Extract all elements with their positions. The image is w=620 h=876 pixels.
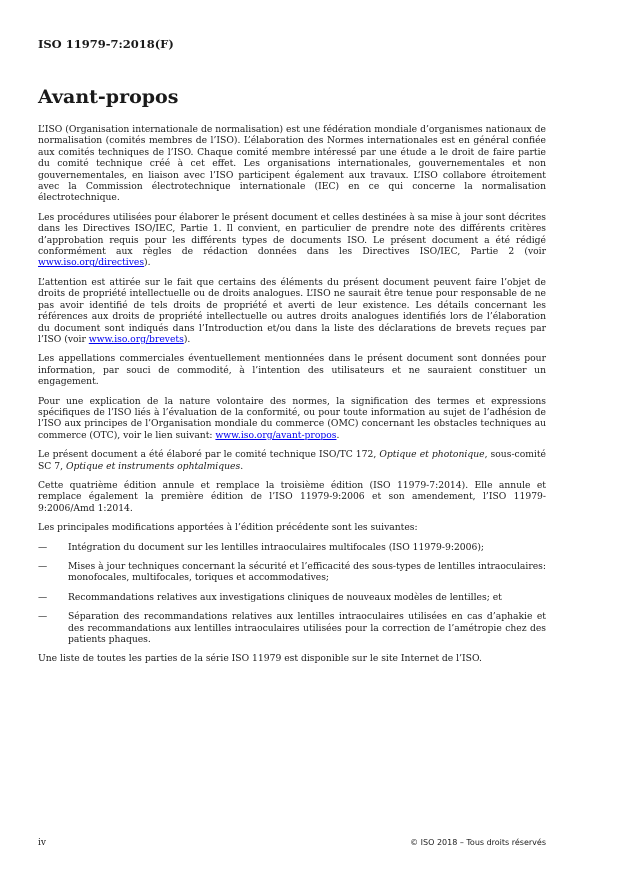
list-dash: —: [38, 591, 48, 603]
list-dash: —: [38, 541, 48, 553]
paragraph-edition: Cette quatrième édition annule et remplace la troisième édition (ISO 11979-7:2014). Elle annule et remplace également la première édition de l’ISO 11979-9:2006 et son amendement, l’ISO 11979-9:2006/Amd 1:2014.: [38, 479, 546, 514]
directives-link[interactable]: www.iso.org/directives: [38, 257, 145, 269]
page-title: Avant-propos: [38, 86, 179, 108]
list-item-text: Recommandations relatives aux investigations cliniques de nouveaux modèles de lentilles; et: [68, 591, 502, 603]
paragraph-committee-mid: , sous-comité SC 7,: [38, 449, 546, 472]
paragraph-iso-intro: L’ISO (Organisation internationale de normalisation) est une fédération mondiale d’organismes nationaux de normalisation (comités membres de l’ISO). L’élaboration des Normes internationales est en général confiée aux comités techniques de l’ISO. Chaque comité membre intéressé par une étude a le droit de faire partie du comité technique créé à cet effet. Les organisations internationales, gouvernementales et non gouvernementales, en liaison avec l’ISO participent également aux travaux. L’ISO collabore étroitement avec la Commission électrotechnique internationale (IEC) en ce qui concerne la normalisation électrotechnique.: [38, 124, 546, 204]
foreword-body: [38, 124, 546, 673]
paragraph-patents-end: ).: [183, 333, 191, 345]
copyright-notice: © ISO 2018 – Tous droits réservés: [410, 838, 546, 847]
list-item-text: Intégration du document sur les lentilles intraoculaires multifocales (ISO 11979-9:2006);: [68, 541, 485, 553]
patents-link[interactable]: www.iso.org/brevets: [88, 333, 184, 345]
paragraph-series: Une liste de toutes les parties de la série ISO 11979 est disponible sur le site Internet de l’ISO.: [38, 653, 482, 665]
paragraph-procedures: [38, 212, 546, 269]
list-item-text: Mises à jour techniques concernant la sécurité et l’efficacité des sous-types de lentilles intraoculaires: monofocales, multifocales, toriques et accommodatives;: [68, 561, 546, 584]
paragraph-patents-text: L’attention est attirée sur le fait que certains des éléments du présent document peuvent faire l’objet de droits de propriété intellectuelle ou de droits analogues. L’ISO ne saurait être tenue pour responsable de ne pas avoir identifié de tels droits de propriété et averti de leur existence. Les détails concernant les références aux droits de propriété intellectuelle ou autres droits analogues identifiés lors de l’élaboration du document sont indiqués dans l’Introduction et/ou dans la liste des déclarations de brevets reçues par l’ISO (voir: [38, 276, 546, 345]
paragraph-procedures-end: ).: [144, 257, 151, 269]
paragraph-voluntary: [38, 396, 546, 442]
paragraph-voluntary-end: .: [336, 429, 340, 441]
document-id: ISO 11979-7:2018(F): [38, 37, 174, 51]
list-dash: —: [38, 611, 48, 623]
paragraph-trade-names: Les appellations commerciales éventuellement mentionnées dans le présent document sont données pour information, par souci de commodité, à l’intention des utilisateurs et ne sauraient constituer un engagement.: [38, 353, 546, 388]
paragraph-procedures-text: Les procédures utilisées pour élaborer le présent document et celles destinées à sa mise à jour sont décrites dans les Directives ISO/IEC, Partie 1. Il convient, en particulier de prendre note des différents critères d’approbation requis pour les différents types de documents ISO. Le présent document a été rédigé conformément aux règles de rédaction données dans les Directives ISO/IEC, Partie 2 (voir: [38, 211, 546, 258]
paragraph-committee-text: Le présent document a été élaboré par le comité technique ISO/TC 172,: [38, 449, 380, 461]
paragraph-committee: [38, 449, 546, 472]
paragraph-voluntary-text: Pour une explication de la nature volontaire des normes, la signification des termes et expressions spécifiques de l’ISO liés à l’évaluation de la conformité, ou pour toute information au sujet de l’adhésion de l’ISO aux principes de l’Organisation mondiale du commerce (OMC) concernant les obstacles techniques au commerce (OTC), voir le lien suivant:: [38, 395, 546, 441]
foreword-link[interactable]: www.iso.org/avant-propos: [215, 429, 337, 441]
paragraph-patents: [38, 277, 546, 345]
committee-name: Optique et photonique: [379, 449, 485, 461]
list-dash: —: [38, 561, 48, 572]
list-item-text: Séparation des recommandations relatives aux lentilles intraoculaires utilisées en cas d’aphakie et des recommandations aux lentilles intraoculaires utilisées pour la correction de l’amétropie chez des patients phaques.: [68, 611, 546, 646]
list-item: [38, 592, 546, 603]
paragraph-committee-end: .: [240, 460, 244, 472]
list-item: [38, 611, 546, 645]
list-item: [38, 561, 546, 584]
list-item: [38, 542, 546, 553]
page-number: iv: [38, 838, 46, 848]
paragraph-changes-intro: Les principales modifications apportées à l’édition précédente sont les suivantes:: [38, 522, 418, 534]
subcommittee-name: Optique et instruments ophtalmiques: [65, 460, 241, 472]
